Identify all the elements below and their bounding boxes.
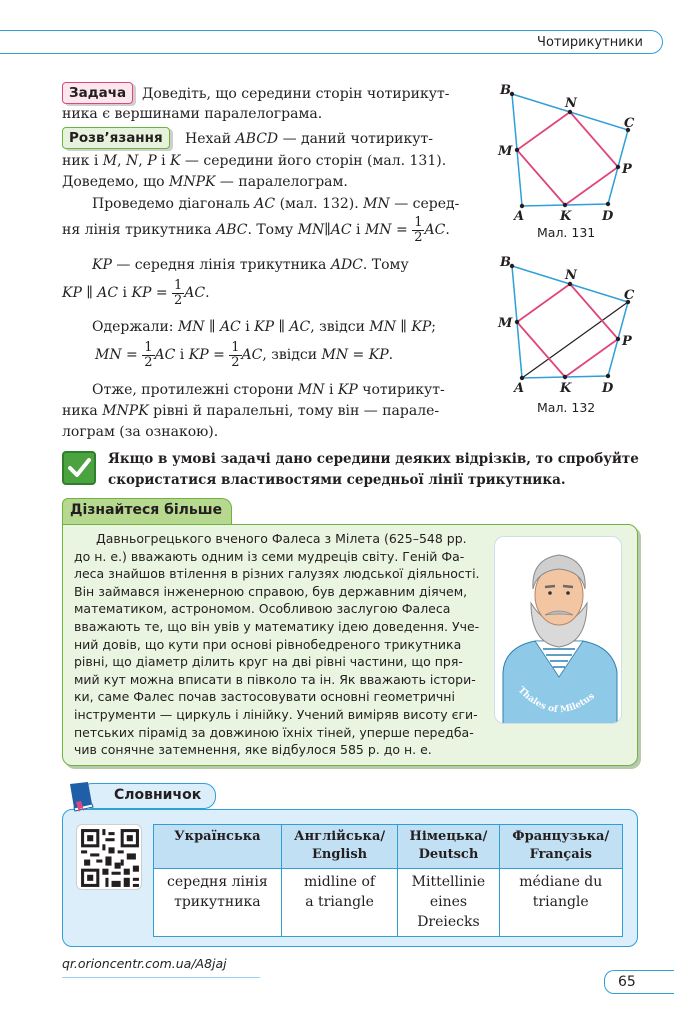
- learn-more-text: Давньогрецького вченого Фалеса з Мілета (625–548 рр. до н. е.) вважають одним із семи мудреців світу. Геній Фа- леса знайшов втілення в різних галузях людської діяльності. Він займався інженерною справою, був державним діячем, математиком, астрономом. Особливою заслугою Фалеса вважають те, що він увів у математику ідею доведення. Уче- ний довів, що кути при основі рівнобедреного трикутника рівні, що діаметр ділить круг на дві рівні частини, що пря- мий кут можна вписати в півколо та ін. Як вважають істори- ки, саме Фалес почав застосовувати основні геометричні інструменти — циркуль і лінійку. Учений виміряв висоту єги- петських пірамід за довжиною їхніх тіней, уперше передба- чив сонячне затемнення, яке відбулося 585 р. до н. е.: [74, 531, 480, 758]
- parallelogram-mnpk: [517, 284, 618, 377]
- header-ukrainian: Українська: [154, 825, 282, 869]
- vertex-label-n: N: [565, 268, 577, 283]
- thales-portrait: [494, 536, 622, 724]
- tip-text: Якщо в умові задачі дано середини деяких відрізків, то спробуйте скористатися властивостями середньої лінії трикутника.: [108, 451, 639, 488]
- solution-line-12: лограм (за ознакою).: [62, 424, 219, 440]
- table-row: [154, 869, 623, 937]
- vertex-label-b: B: [500, 255, 511, 270]
- page-number: 65: [618, 974, 636, 990]
- dictionary-table: [153, 824, 623, 937]
- svg-text:Thales of Miletus: Thales of Miletus: [515, 685, 597, 716]
- vertex-label-b: B: [500, 83, 511, 98]
- fraction-one-half: $\frac{1}{2}$: [174, 277, 183, 308]
- vertex-label-k: K: [560, 381, 572, 396]
- chapter-title: Чотирикутники: [537, 35, 643, 50]
- task-label: Задача: [62, 82, 133, 104]
- header-french: Французька/ Français: [499, 825, 623, 869]
- dictionary-title: Словничок: [114, 787, 202, 803]
- fraction-one-half: $\frac{1}{2}$: [414, 214, 423, 245]
- solution-line-5: ня лінія трикутника ABC. Тому MN∥AC і MN = $\frac{1}{2}$ AC.: [62, 214, 450, 245]
- vertex-label-c: C: [624, 116, 635, 131]
- solution-line-9: MN = $\frac{1}{2}$ AC і KP = $\frac{1}{2}$ AC, звідси MN = KP.: [95, 339, 394, 370]
- vertex-label-p: P: [622, 334, 632, 349]
- task-line-2: ника є вершинами паралелограма.: [62, 106, 323, 122]
- vertex-label-d: D: [602, 381, 614, 396]
- header-english: Англійська/ English: [281, 825, 398, 869]
- vertex-label-m: M: [498, 144, 513, 159]
- diagonal-ac: [522, 302, 628, 378]
- vertex-label-k: K: [560, 209, 572, 224]
- vertex-label-d: D: [602, 209, 614, 224]
- fraction-one-half: $\frac{1}{2}$: [144, 339, 153, 370]
- solution-line-1: Нехай ABCD — даний чотирикут-: [185, 131, 433, 147]
- vertex-label-c: C: [624, 288, 635, 303]
- table-header-row: [154, 825, 623, 869]
- figure-131: [490, 78, 640, 226]
- solution-line-11: ника MNPK рівні й паралельні, тому він — парале-: [62, 403, 440, 419]
- solution-line-6: KP — середня лінія трикутника ADC. Тому: [92, 257, 409, 273]
- figure-131-caption: Мал. 131: [537, 225, 596, 240]
- vertex-label-a: A: [514, 209, 525, 224]
- solution-line-8: Одержали: MN ∥ AC і KP ∥ AC, звідси MN ∥ KP;: [92, 319, 436, 335]
- cell-ukrainian: середня лінія трикутника: [154, 869, 282, 937]
- qr-link[interactable]: qr.orioncentr.com.ua/A8jaj: [62, 956, 260, 978]
- learn-more-title: Дізнайтеся більше: [70, 502, 223, 518]
- vertex-label-p: P: [622, 162, 632, 177]
- checkmark-icon: [62, 451, 96, 485]
- solution-line-3: Доведемо, що MNPK — паралелограм.: [62, 174, 348, 190]
- parallelogram-mnpk: [517, 112, 618, 205]
- cell-french: médiane du triangle: [499, 869, 623, 937]
- solution-line-7: KP ∥ AC і KP = $\frac{1}{2}$ AC.: [62, 277, 210, 308]
- header-german: Німецька/ Deutsch: [398, 825, 499, 869]
- vertex-label-m: M: [498, 316, 513, 331]
- vertex-label-n: N: [565, 96, 577, 111]
- figure-132-caption: Мал. 132: [537, 400, 596, 415]
- task-line-1: Доведіть, що середини сторін чотирикут-: [142, 86, 450, 102]
- book-icon: [66, 780, 96, 812]
- figure-132: [490, 250, 640, 398]
- solution-line-2: ник і M, N, P і K — середини його сторін (мал. 131).: [62, 153, 447, 169]
- page-number-box: [604, 970, 674, 994]
- vertex-label-a: A: [514, 381, 525, 396]
- solution-label: Розв’язання: [62, 127, 170, 149]
- cell-german: Mittellinie eines Dreiecks: [398, 869, 499, 937]
- solution-line-10: Отже, протилежні сторони MN і KP чотирикут-: [92, 382, 445, 398]
- solution-line-4: Проведемо діагональ AC (мал. 132). MN — серед-: [92, 196, 460, 212]
- qr-code[interactable]: [76, 824, 142, 890]
- cell-english: midline of a triangle: [281, 869, 398, 937]
- fraction-one-half: $\frac{1}{2}$: [231, 339, 240, 370]
